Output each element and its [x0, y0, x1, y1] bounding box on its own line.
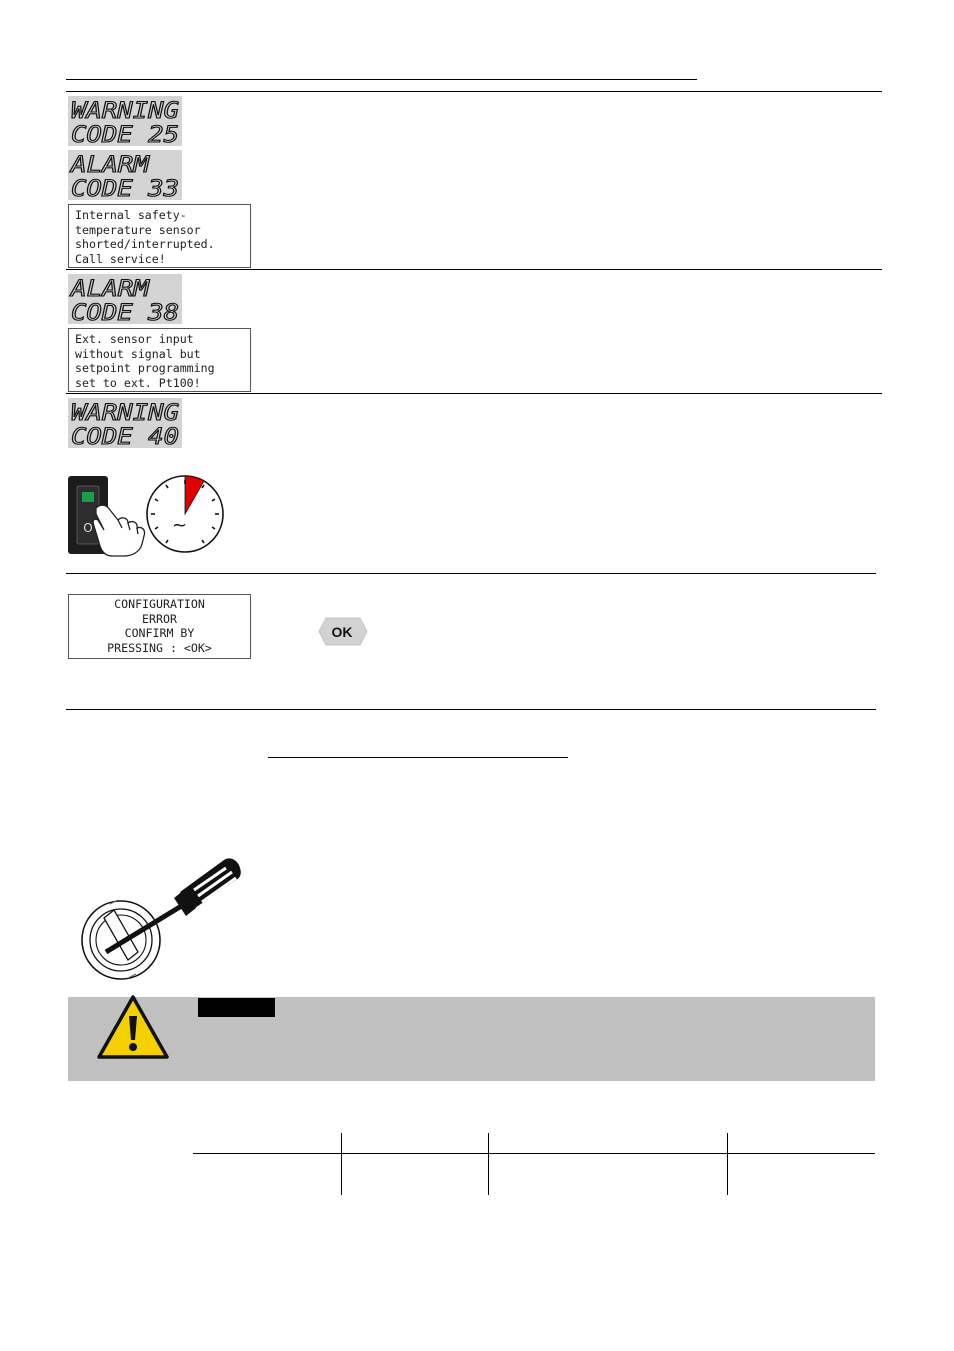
- lcd-line1: WARNING: [71, 99, 179, 124]
- lcd-line1: ALARM: [68, 277, 150, 302]
- section-heading-underline: [268, 757, 568, 758]
- switch-off-symbol: O: [83, 521, 93, 535]
- lcd-line1: WARNING: [71, 401, 179, 426]
- notice-tag: [198, 998, 275, 1017]
- warning-notice-box: [68, 997, 875, 1081]
- lcd-line1: ALARM: [68, 153, 150, 178]
- row-divider: [66, 573, 876, 574]
- row-divider: [66, 269, 882, 270]
- lcd-line2: CODE 40: [71, 425, 179, 448]
- fuse-holder-icon: [76, 848, 248, 980]
- lcd-line2: CODE 33: [71, 177, 179, 200]
- lcd-config-error: CONFIGURATION ERROR CONFIRM BY PRESSING : <OK>: [68, 594, 251, 659]
- table-column-divider: [488, 1133, 489, 1195]
- clock-symbol: ~: [172, 515, 188, 536]
- header-rule: [66, 79, 697, 80]
- table-bottom-rule: [66, 709, 876, 710]
- table-header-rule: [193, 1153, 875, 1154]
- table-column-divider: [727, 1133, 728, 1195]
- timer-icon: [144, 474, 228, 554]
- lcd-alarm-33: [68, 150, 182, 200]
- lcd-warning-25: [68, 96, 182, 146]
- row-divider: [66, 393, 882, 394]
- ok-key-icon[interactable]: [318, 617, 368, 646]
- table-column-divider: [341, 1133, 342, 1195]
- table-top-rule: [66, 91, 882, 92]
- lcd-warning-40: [68, 398, 182, 448]
- lcd-alarm-38: [68, 274, 182, 324]
- lcd-alarm-38-text: Ext. sensor input without signal but setpoint programming set to ext. Pt100!: [68, 328, 251, 392]
- lcd-alarm-33-text: Internal safety- temperature sensor shorted/interrupted. Call service!: [68, 204, 251, 268]
- lcd-line2: CODE 25: [71, 123, 179, 146]
- warning-triangle-icon: [96, 994, 170, 1062]
- lcd-line2: CODE 38: [71, 301, 179, 324]
- ok-label: OK: [331, 624, 353, 640]
- pointing-hand-icon: [93, 505, 144, 556]
